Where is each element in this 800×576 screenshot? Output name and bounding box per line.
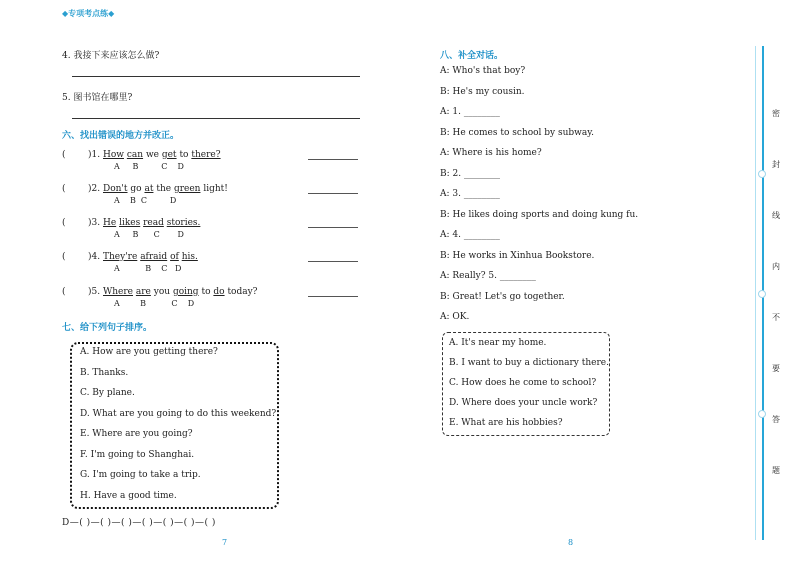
answer-paren[interactable]: ( bbox=[62, 252, 66, 262]
seal-char: 答 bbox=[772, 415, 780, 424]
sort-item: B. Thanks. bbox=[80, 367, 129, 378]
sentence-word: we bbox=[145, 150, 159, 160]
answer-line-5 bbox=[72, 118, 360, 119]
binding-hole-icon bbox=[758, 170, 766, 178]
sentence-word: They're bbox=[103, 252, 138, 262]
sort-item: D. What are you going to do this weekend? bbox=[80, 408, 277, 419]
sentence-word: of bbox=[170, 252, 179, 262]
item-number: )1. bbox=[88, 150, 101, 160]
sentence-word: you bbox=[153, 287, 171, 297]
sentence-word: How bbox=[103, 150, 124, 160]
sentence-word: stories. bbox=[166, 218, 201, 228]
sentence-word: to bbox=[179, 150, 189, 160]
sentence-word: afraid bbox=[140, 252, 168, 262]
option-letters: A B C D bbox=[114, 162, 184, 171]
seal-char: 线 bbox=[772, 211, 780, 220]
dialogue-line[interactable]: A: 1. ________ bbox=[440, 107, 500, 117]
error-sentence bbox=[103, 252, 198, 262]
question-5: 5. 图书馆在哪里? bbox=[62, 93, 133, 103]
option-item: C. How does he come to school? bbox=[449, 378, 597, 388]
seal-char: 封 bbox=[772, 160, 780, 169]
error-sentence bbox=[103, 184, 228, 194]
dialogue-line: A: Where is his home? bbox=[440, 148, 542, 158]
answer-paren[interactable]: ( bbox=[62, 184, 66, 194]
sentence-word: He bbox=[103, 218, 117, 228]
sentence-word: today? bbox=[227, 287, 258, 297]
dialogue-line: A: Who's that boy? bbox=[440, 66, 526, 76]
dialogue-line: B: He comes to school by subway. bbox=[440, 127, 594, 138]
option-item: D. Where does your uncle work? bbox=[449, 398, 598, 408]
sidebar-border-thin bbox=[755, 46, 756, 540]
error-sentence bbox=[103, 218, 200, 228]
error-sentence bbox=[103, 150, 221, 160]
answer-paren[interactable]: ( bbox=[62, 150, 66, 160]
item-number: )3. bbox=[88, 218, 101, 228]
seal-char: 不 bbox=[772, 313, 780, 322]
answer-line-4 bbox=[72, 76, 360, 77]
option-item: E. What are his hobbies? bbox=[449, 418, 563, 428]
sort-item: E. Where are you going? bbox=[80, 429, 193, 439]
binding-hole-icon bbox=[758, 290, 766, 298]
option-letters: A B C D bbox=[114, 299, 195, 308]
sentence-word: Where bbox=[103, 287, 134, 297]
correction-line[interactable] bbox=[308, 227, 358, 228]
sentence-word: green bbox=[173, 184, 201, 194]
sentence-word: Don't bbox=[103, 184, 128, 194]
order-sequence[interactable]: D—( )—( )—( )—( )—( )—( )—( ) bbox=[62, 518, 216, 528]
dialogue-line: B: He's my cousin. bbox=[440, 86, 525, 97]
seal-char: 题 bbox=[772, 466, 780, 475]
binding-hole-icon bbox=[758, 410, 766, 418]
sort-item: A. How are you getting there? bbox=[80, 347, 218, 357]
option-letters: A B C D bbox=[114, 264, 182, 273]
seal-char: 要 bbox=[772, 364, 780, 373]
dialogue-line[interactable]: A: Really? 5. ________ bbox=[440, 271, 536, 281]
item-number: )5. bbox=[88, 287, 101, 297]
question-4: 4. 我接下来应该怎么做? bbox=[62, 51, 160, 61]
correction-line[interactable] bbox=[308, 261, 358, 262]
sentence-word: get bbox=[161, 150, 177, 160]
sentence-word: the bbox=[156, 184, 172, 194]
sort-item: F. I'm going to Shanghai. bbox=[80, 449, 195, 460]
seal-char: 密 bbox=[772, 109, 780, 118]
sort-item: G. I'm going to take a trip. bbox=[80, 470, 201, 480]
sort-item: H. Have a good time. bbox=[80, 490, 177, 501]
sentence-word: go bbox=[130, 184, 142, 194]
sentence-word: likes bbox=[119, 218, 141, 228]
seal-char: 内 bbox=[772, 262, 780, 271]
option-item: B. I want to buy a dictionary there. bbox=[449, 358, 609, 368]
correction-line[interactable] bbox=[308, 193, 358, 194]
section-8-title: 八、补全对话。 bbox=[440, 51, 504, 61]
sentence-word: read bbox=[143, 218, 164, 228]
section-7-title: 七、给下列句子排序。 bbox=[62, 323, 153, 333]
dialogue-line: B: He likes doing sports and doing kung fu. bbox=[440, 209, 639, 220]
dialogue-line: B: He works in Xinhua Bookstore. bbox=[440, 250, 595, 261]
section-tag: ◆专项考点练◆ bbox=[62, 9, 115, 18]
item-number: )4. bbox=[88, 252, 101, 262]
answer-paren[interactable]: ( bbox=[62, 218, 66, 228]
dialogue-line[interactable]: A: 3. ________ bbox=[440, 189, 500, 199]
error-sentence bbox=[103, 287, 258, 297]
sentence-word: do bbox=[213, 287, 225, 297]
sentence-word: there? bbox=[191, 150, 221, 160]
dialogue-line: A: OK. bbox=[440, 312, 470, 322]
dialogue-line[interactable]: B: 2. ________ bbox=[440, 168, 500, 179]
section-6-title: 六、找出错误的地方并改正。 bbox=[62, 131, 180, 141]
sentence-word: can bbox=[126, 150, 144, 160]
answer-paren[interactable]: ( bbox=[62, 287, 66, 297]
sentence-word: his. bbox=[181, 252, 198, 262]
sort-item: C. By plane. bbox=[80, 388, 135, 398]
item-number: )2. bbox=[88, 184, 101, 194]
page-number-left: 7 bbox=[222, 538, 228, 547]
correction-line[interactable] bbox=[308, 296, 358, 297]
correction-line[interactable] bbox=[308, 159, 358, 160]
sentence-word: at bbox=[144, 184, 154, 194]
option-item: A. It's near my home. bbox=[449, 338, 547, 348]
sentence-word: are bbox=[135, 287, 151, 297]
sentence-word: to bbox=[201, 287, 211, 297]
sentence-word: going bbox=[172, 287, 199, 297]
dialogue-line[interactable]: A: 4. ________ bbox=[440, 230, 500, 240]
option-letters: A B C D bbox=[114, 196, 177, 205]
option-letters: A B C D bbox=[114, 230, 184, 239]
sentence-word: light! bbox=[203, 184, 228, 194]
dialogue-line: B: Great! Let's go together. bbox=[440, 291, 565, 302]
page-number-right: 8 bbox=[568, 538, 574, 547]
